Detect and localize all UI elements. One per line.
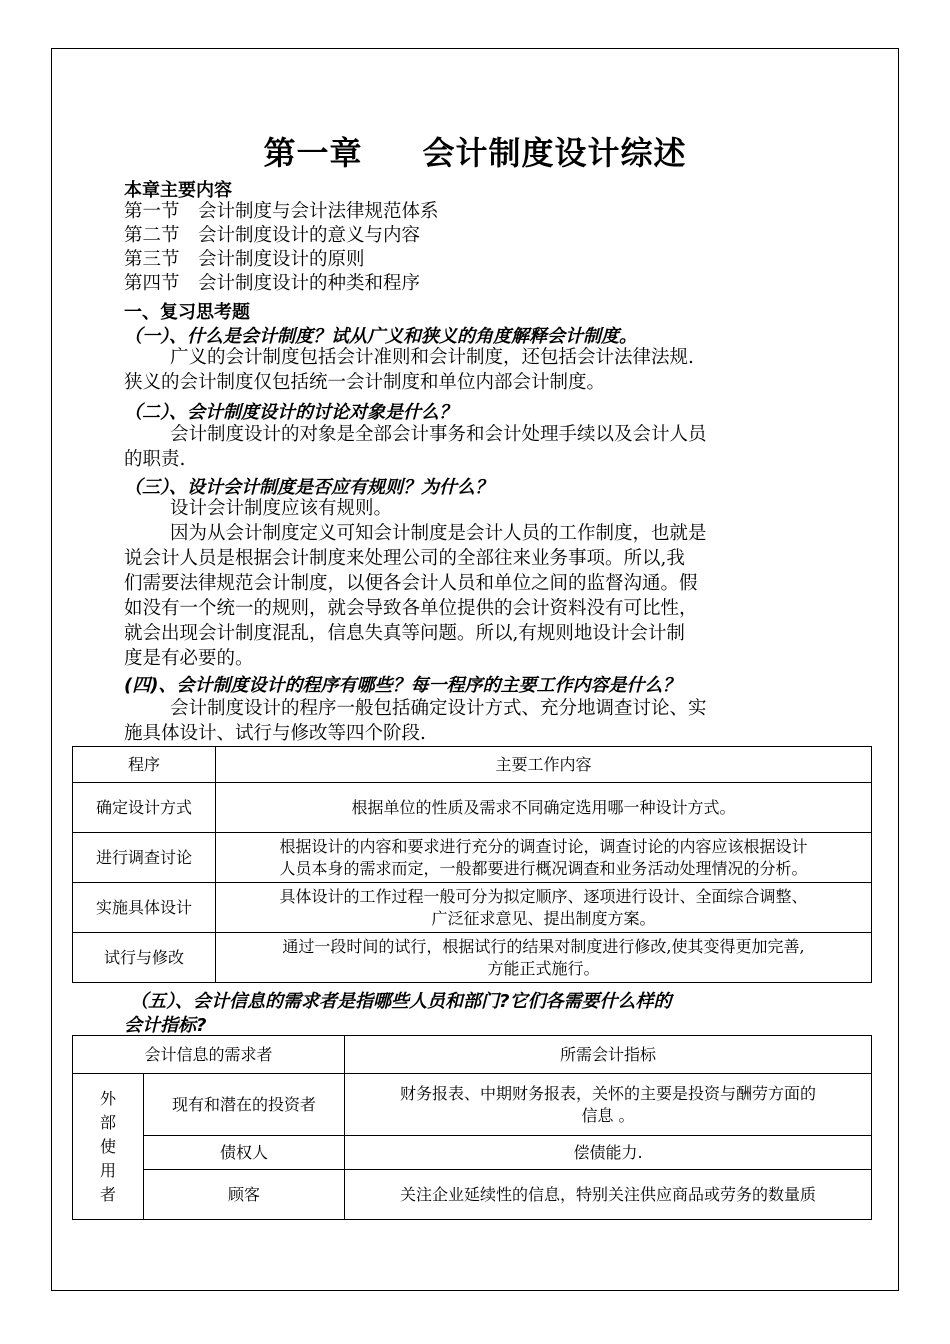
- user-group: [73, 1074, 144, 1220]
- info-need: 偿债能力.: [345, 1136, 872, 1170]
- table-row: [73, 833, 872, 883]
- procedure-step: 试行与修改: [73, 933, 216, 983]
- question-4: (四)、会计制度设计的程序有哪些？每一程序的主要工作内容是什么？: [124, 675, 681, 696]
- toc-item: 第二节 会计制度设计的意义与内容: [124, 225, 421, 246]
- toc-item: 第四节 会计制度设计的种类和程序: [124, 273, 421, 294]
- table-header: 程序: [73, 747, 216, 783]
- answer-line: 因为从会计制度定义可知会计制度是会计人员的工作制度，也就是: [170, 523, 707, 544]
- question-2: （二）、会计制度设计的讨论对象是什么？: [124, 402, 457, 423]
- table-header-row: [73, 747, 872, 783]
- table-row: [73, 883, 872, 933]
- toc-heading: 本章主要内容: [124, 180, 232, 201]
- question-5-cont: 会计指标?: [124, 1015, 207, 1036]
- answer-line: 设计会计制度应该有规则。: [170, 498, 393, 519]
- question-3: （三）、设计会计制度是否应有规则？为什么？: [124, 477, 493, 498]
- question-1: （一）、什么是会计制度？试从广义和狭义的角度解释会计制度。: [124, 326, 637, 347]
- user-group-label: 外部使用者: [99, 1088, 116, 1204]
- info-user: 债权人: [144, 1136, 345, 1170]
- info-user: 顾客: [144, 1170, 345, 1220]
- info-user: 现有和潜在的投资者: [144, 1074, 345, 1136]
- answer-line: 广义的会计制度包括会计准则和会计制度，还包括会计法律法规.: [170, 347, 694, 368]
- chapter-name: 会计制度设计综述: [422, 134, 687, 172]
- review-heading: 一、复习思考题: [124, 302, 250, 323]
- answer-line: 们需要法律规范会计制度，以便各会计人员和单位之间的监督沟通。假: [124, 573, 698, 594]
- answer-line: 说会计人员是根据会计制度来处理公司的全部往来业务事项。所以,我: [124, 548, 685, 569]
- chapter-number: 第一章: [263, 134, 363, 172]
- table-row: [73, 1074, 872, 1136]
- table-row: [73, 1170, 872, 1220]
- procedure-content: 根据单位的性质及需求不同确定选用哪一种设计方式。: [216, 783, 872, 833]
- table-header: 会计信息的需求者: [73, 1036, 345, 1074]
- procedure-step: 确定设计方式: [73, 783, 216, 833]
- procedure-content: 具体设计的工作过程一般可分为拟定顺序、逐项进行设计、全面综合调整、 广泛征求意见、提出制度方案。: [216, 883, 872, 933]
- procedure-content: 通过一段时间的试行，根据试行的结果对制度进行修改,使其变得更加完善, 方能正式施行。: [216, 933, 872, 983]
- table-header: 主要工作内容: [216, 747, 872, 783]
- table-header-row: [73, 1036, 872, 1074]
- chapter-title: [0, 128, 950, 174]
- answer-line: 施具体设计、试行与修改等四个阶段.: [124, 723, 426, 744]
- answer-line: 的职责.: [124, 449, 186, 470]
- procedure-content: 根据设计的内容和要求进行充分的调查讨论，调查讨论的内容应该根据设计 人员本身的需求而定，一般都要进行概况调查和业务活动处理情况的分析。: [216, 833, 872, 883]
- toc-item: 第三节 会计制度设计的原则: [124, 249, 365, 270]
- procedure-step: 实施具体设计: [73, 883, 216, 933]
- question-5: （五）、会计信息的需求者是指哪些人员和部门?它们各需要什么样的: [130, 991, 672, 1012]
- answer-line: 就会出现会计制度混乱，信息失真等问题。所以,有规则地设计会计制: [124, 623, 685, 644]
- toc-item: 第一节 会计制度与会计法律规范体系: [124, 201, 439, 222]
- procedure-step: 进行调查讨论: [73, 833, 216, 883]
- table-header: 所需会计指标: [345, 1036, 872, 1074]
- table-row: [73, 933, 872, 983]
- answer-line: 度是有必要的。: [124, 648, 254, 669]
- info-users-table: [72, 1035, 872, 1220]
- answer-line: 如没有一个统一的规则，就会导致各单位提供的会计资料没有可比性，: [124, 598, 698, 619]
- procedure-table: [72, 746, 872, 983]
- answer-line: 狭义的会计制度仅包括统一会计制度和单位内部会计制度。: [124, 372, 606, 393]
- answer-line: 会计制度设计的程序一般包括确定设计方式、充分地调查讨论、实: [170, 698, 707, 719]
- table-row: [73, 783, 872, 833]
- table-row: [73, 1136, 872, 1170]
- info-need: 关注企业延续性的信息，特别关注供应商品或劳务的数量质: [345, 1170, 872, 1220]
- answer-line: 会计制度设计的对象是全部会计事务和会计处理手续以及会计人员: [170, 424, 707, 445]
- info-need: 财务报表、中期财务报表，关怀的主要是投资与酬劳方面的 信息 。: [345, 1074, 872, 1136]
